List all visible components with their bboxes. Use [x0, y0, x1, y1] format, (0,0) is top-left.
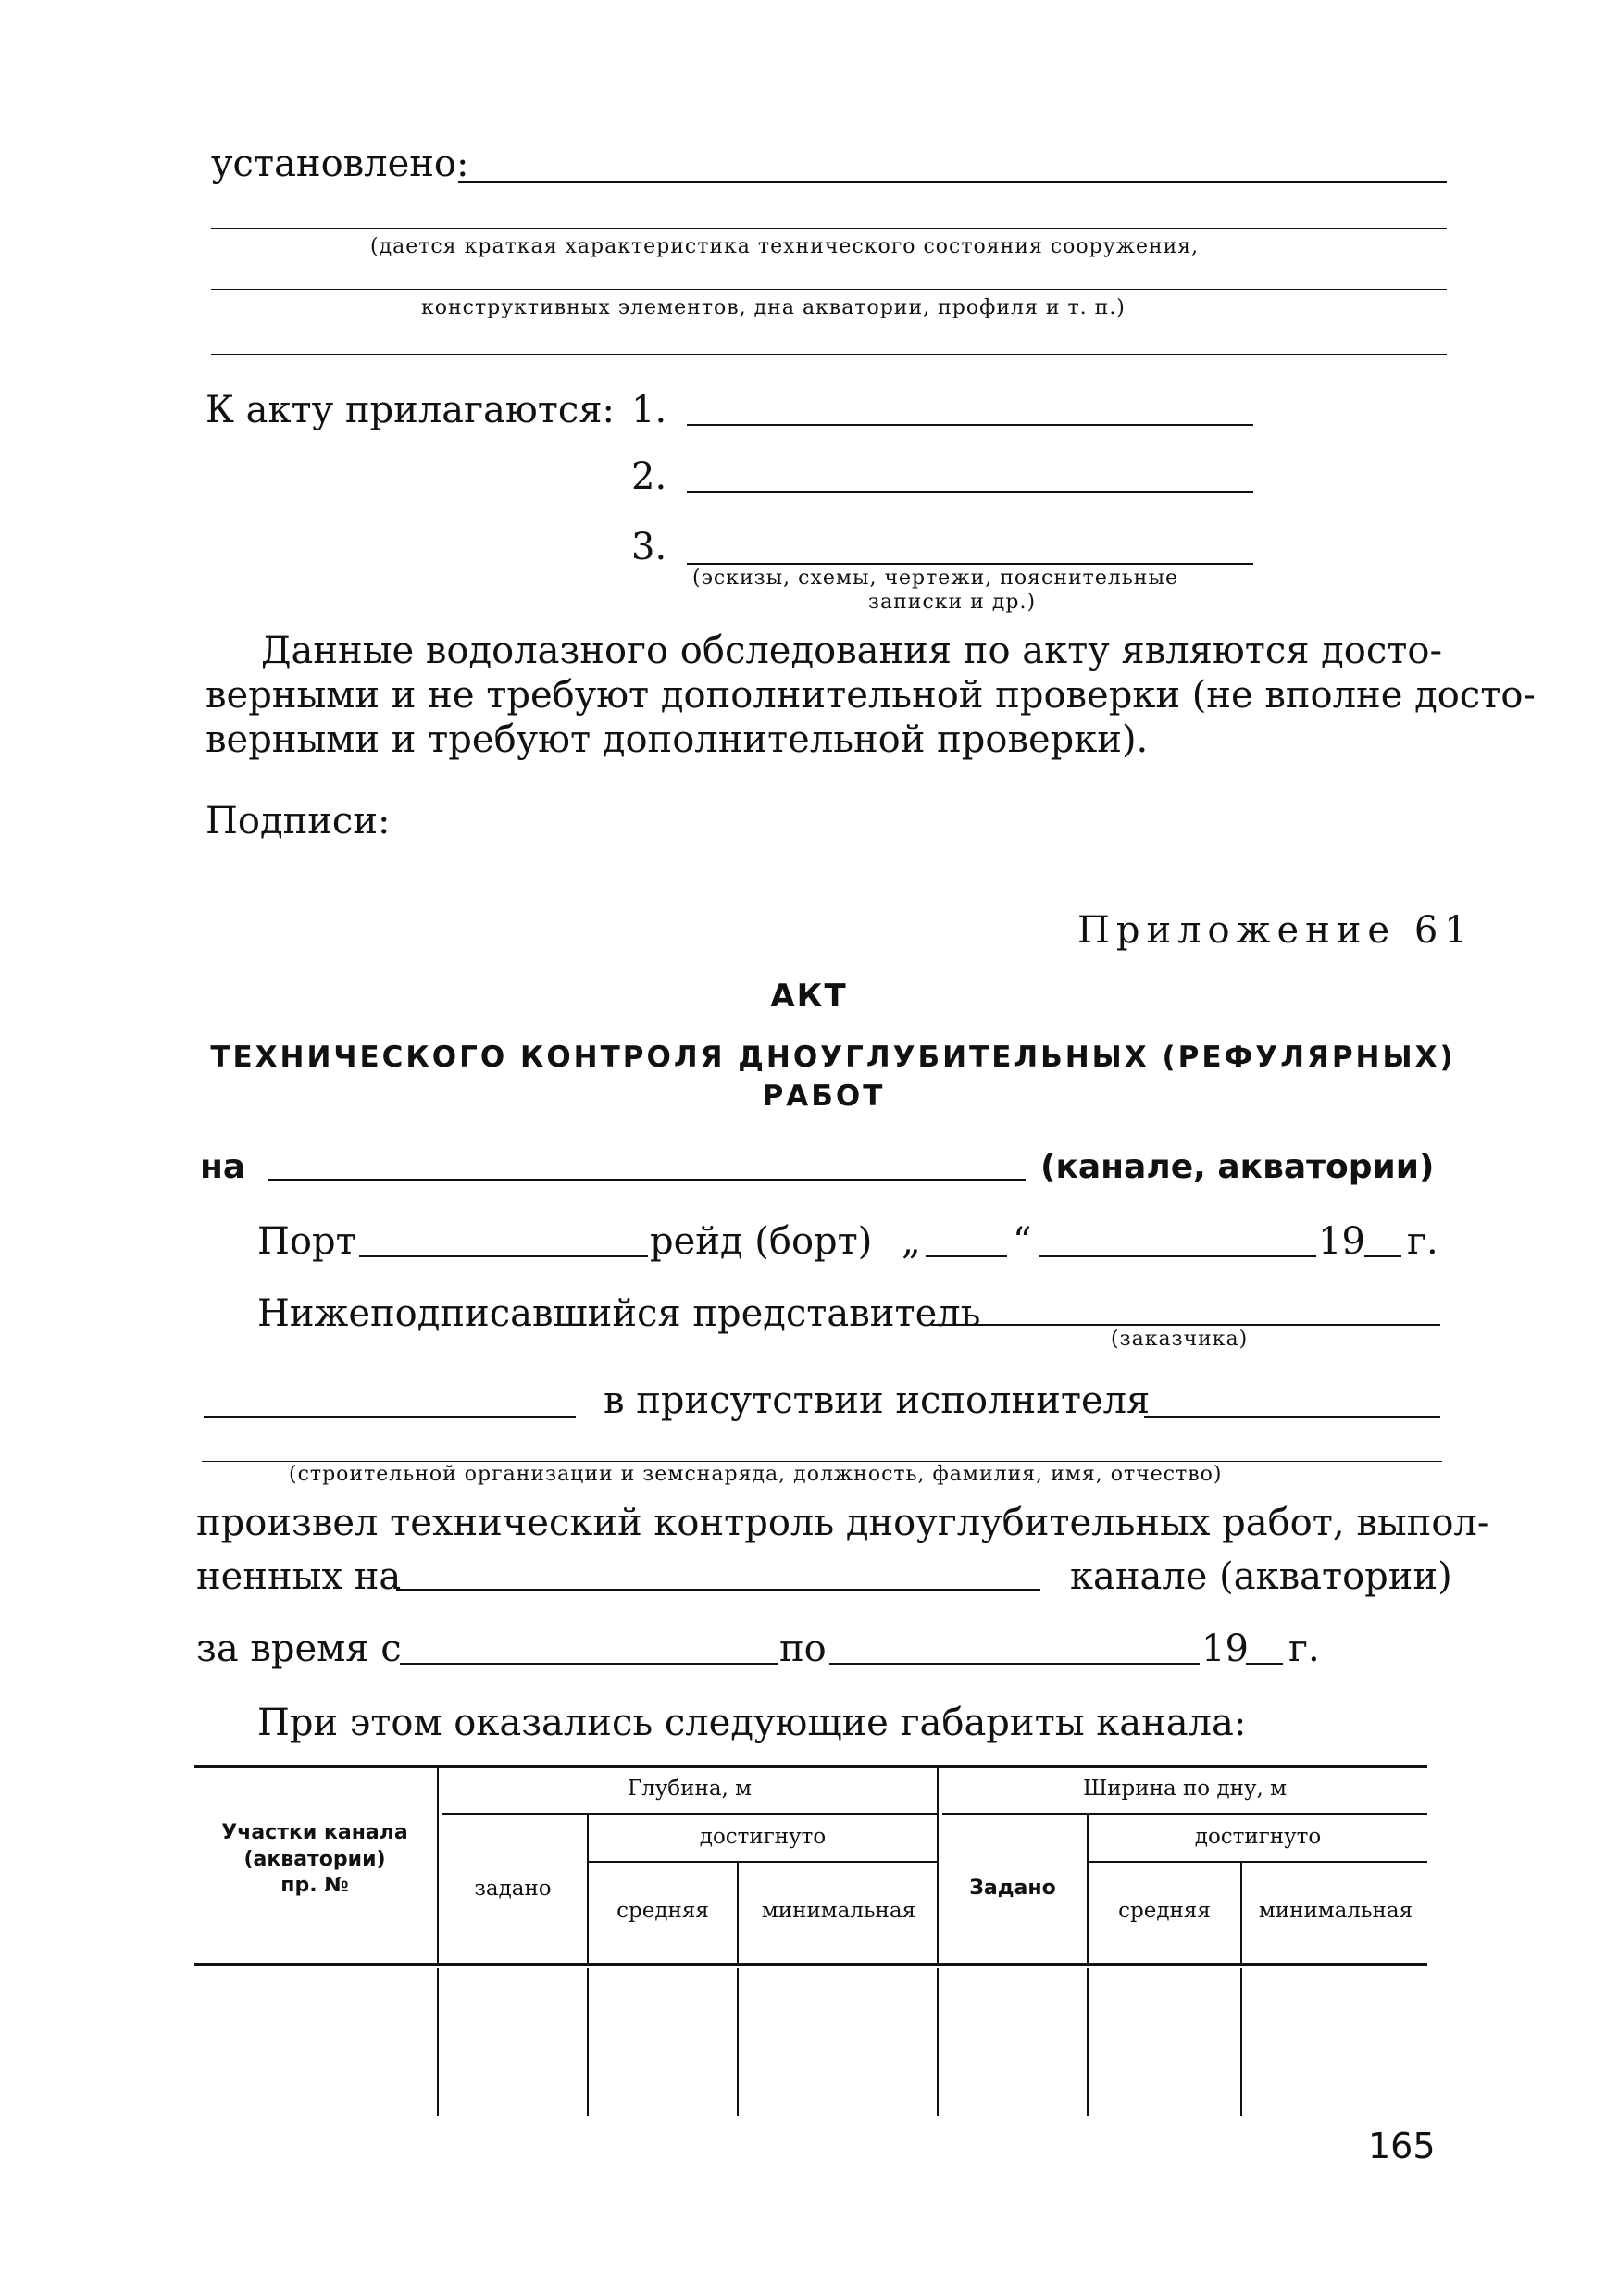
width-header: Ширина по дну, м [1082, 1777, 1287, 1801]
table-column-rule [1240, 1863, 1242, 1963]
period-prefix: за время с [196, 1628, 402, 1670]
page-number: 165 [1368, 2126, 1436, 2166]
period-to-line[interactable] [829, 1663, 1200, 1665]
sections-header [196, 1820, 433, 1900]
presence-label: в присутствии исполнителя [604, 1379, 1151, 1422]
na-label: на [200, 1148, 246, 1186]
period-suffix: г. [1288, 1628, 1320, 1670]
table-column-rule [937, 1768, 939, 1963]
table-column-rule [1087, 1968, 1089, 2116]
table-column-rule [737, 1863, 739, 1963]
attachment-2-line[interactable] [687, 491, 1253, 493]
attachments-label: К акту прилагаются: [205, 389, 615, 431]
act-subtitle: ТЕХНИЧЕСКОГО КОНТРОЛЯ ДНОУГЛУБИТЕЛЬНЫХ (РЕФУЛЯРНЫХ) [210, 1041, 1456, 1074]
sections-header-line: (акватории) [243, 1847, 386, 1871]
table-header-rule [194, 1963, 1427, 1966]
established-fill-line[interactable] [458, 181, 1447, 183]
attachment-number: 2. [631, 455, 667, 498]
table-column-rule [437, 1968, 439, 2116]
dive-paragraph-line: верными и не требуют дополнительной проверки (не вполне досто- [205, 674, 1536, 717]
table-rule [442, 1813, 937, 1815]
port-label: Порт [257, 1220, 356, 1263]
canal-name-line[interactable] [268, 1179, 1026, 1181]
appendix-label: Приложение 61 [1077, 909, 1475, 952]
table-column-rule [937, 1968, 939, 2116]
performed-prefix: ненных на [196, 1555, 402, 1598]
sections-header-line: Участки канала [221, 1821, 408, 1844]
table-rule [1089, 1861, 1427, 1863]
quote-open: „ [902, 1220, 921, 1263]
undersigned-label: Нижеподписавшийся представитель [257, 1292, 981, 1335]
dive-paragraph-line: Данные водолазного обследования по акту являются досто- [261, 630, 1443, 672]
period-to-label: по [779, 1628, 827, 1670]
period-from-line[interactable] [400, 1663, 778, 1665]
dimensions-intro: При этом оказались следующие габариты канала: [257, 1702, 1247, 1744]
structure-caption: конструктивных элементов, дна акватории, профиля и т. п.) [421, 296, 1126, 319]
quote-close: “ [1013, 1220, 1032, 1263]
blank-line[interactable] [211, 228, 1447, 229]
period-year: 19 [1201, 1628, 1249, 1670]
performed-line: произвел технический контроль дноуглубительных работ, выпол- [196, 1502, 1490, 1544]
width-min-header: минимальная [1258, 1899, 1413, 1923]
table-rule [942, 1813, 1427, 1815]
attachments-caption: записки и др.) [868, 591, 1037, 614]
year-suffix: г. [1407, 1220, 1438, 1263]
performed-suffix: канале (акватории) [1070, 1555, 1452, 1598]
canal-label: (канале, акватории) [1040, 1148, 1435, 1186]
depth-min-header: минимальная [761, 1899, 916, 1923]
table-top-rule [194, 1765, 1427, 1768]
customer-caption: (заказчика) [1111, 1328, 1249, 1351]
blank-line[interactable] [211, 354, 1447, 355]
contractor-line[interactable] [1144, 1416, 1440, 1418]
width-achieved-header: достигнуто [1194, 1825, 1322, 1849]
table-column-rule [1240, 1968, 1242, 2116]
table-column-rule [737, 1968, 739, 2116]
tech-state-caption: (дается краткая характеристика технического состояния сооружения, [370, 235, 1200, 258]
table-column-rule [437, 1768, 439, 1963]
attachment-3-line[interactable] [687, 563, 1253, 565]
org-caption: (строительной организации и земснаряда, должность, фамилия, имя, отчество) [289, 1463, 1223, 1486]
width-set-header: Задано [969, 1877, 1056, 1900]
roadstead-label: рейд (борт) [650, 1220, 873, 1263]
year-prefix: 19 [1318, 1220, 1365, 1263]
table-rule [589, 1861, 937, 1863]
year-line[interactable] [1364, 1255, 1401, 1257]
established-label: установлено: [211, 143, 469, 185]
act-title: АКТ [770, 978, 848, 1015]
depth-header: Глубина, м [627, 1777, 753, 1801]
depth-achieved-header: достигнуто [699, 1825, 827, 1849]
depth-avg-header: средняя [616, 1899, 709, 1923]
period-year-line[interactable] [1246, 1663, 1283, 1665]
sections-header-line: пр. № [280, 1874, 349, 1898]
attachment-number: 1. [631, 389, 667, 431]
month-line[interactable] [1039, 1255, 1316, 1257]
blank-line[interactable] [202, 1461, 1442, 1462]
signatures-label: Подписи: [205, 800, 391, 842]
port-line[interactable] [359, 1255, 648, 1257]
width-avg-header: средняя [1118, 1899, 1211, 1923]
day-line[interactable] [926, 1255, 1007, 1257]
depth-set-header: задано [474, 1877, 552, 1901]
customer-name-line[interactable] [204, 1416, 576, 1418]
dive-paragraph-line: верными и требуют дополнительной проверки). [205, 718, 1149, 761]
blank-line[interactable] [211, 289, 1447, 290]
attachment-number: 3. [631, 526, 667, 568]
act-subtitle: РАБОТ [762, 1079, 886, 1113]
performed-canal-line[interactable] [396, 1589, 1040, 1591]
attachments-caption: (эскизы, схемы, чертежи, пояснительные [692, 567, 1178, 590]
attachment-1-line[interactable] [687, 424, 1253, 426]
customer-line[interactable] [931, 1324, 1440, 1326]
table-column-rule [587, 1968, 589, 2116]
